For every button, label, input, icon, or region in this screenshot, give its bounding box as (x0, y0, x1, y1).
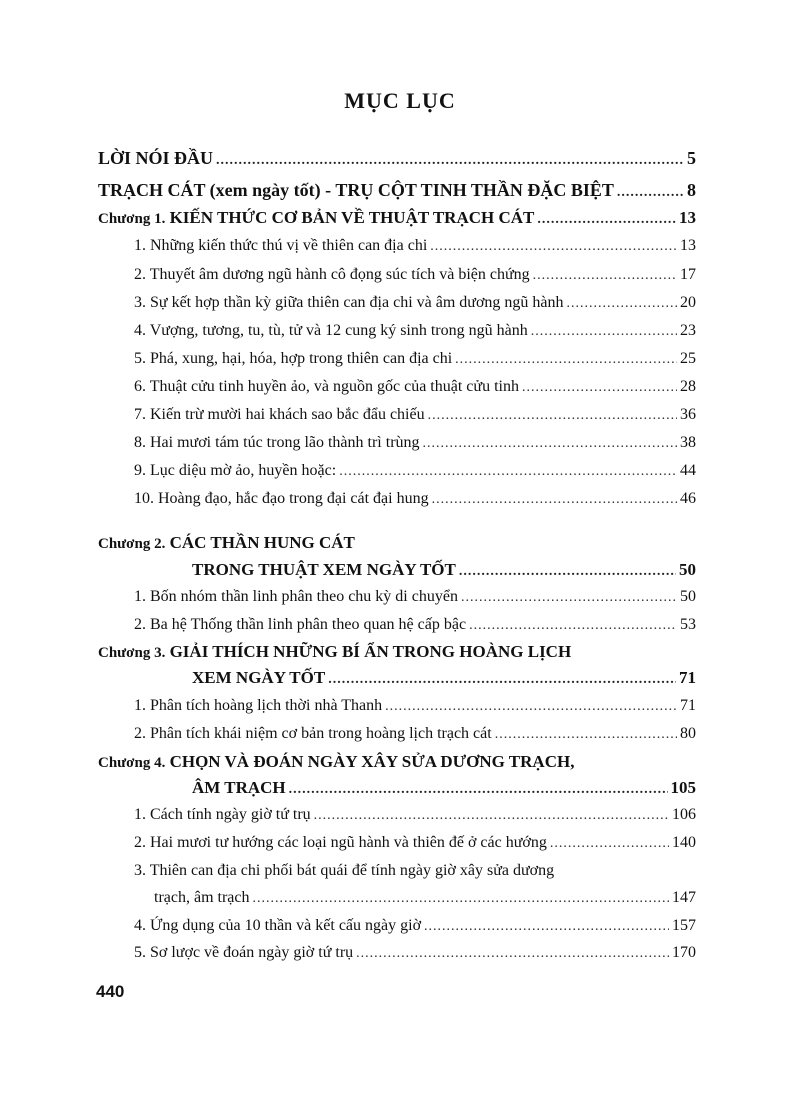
toc-entry[interactable] (134, 697, 696, 715)
toc-entry-text: GIẢI THÍCH NHỮNG BÍ ẨN TRONG HOÀNG LỊCH (169, 642, 572, 661)
toc-entry-continued[interactable] (154, 889, 696, 907)
dot-leader (469, 618, 677, 634)
toc-page-number: 80 (680, 725, 696, 742)
toc-entry-text: 3. Sự kết hợp thần kỳ giữa thiên can địa chi và âm dương ngũ hành (134, 294, 564, 311)
toc-entry-text: LỜI NÓI ĐẦU (98, 148, 214, 168)
toc-page-number: 46 (680, 490, 696, 507)
toc-entry[interactable] (134, 588, 696, 606)
toc-chapter-1[interactable] (98, 208, 696, 228)
dot-leader (428, 408, 677, 424)
toc-entry-text: 5. Phá, xung, hại, hóa, hợp trong thiên can địa chi (134, 350, 453, 367)
dot-leader (356, 946, 669, 962)
toc-entry-text: 1. Những kiến thức thú vị về thiên can địa chi (134, 237, 428, 254)
dot-leader (495, 727, 677, 743)
toc-page-number: 44 (680, 462, 696, 479)
dot-leader (459, 564, 676, 580)
toc-page-number: 28 (680, 378, 696, 395)
toc-entry-text: TRẠCH CÁT (xem ngày tốt) - TRỤ CỘT TINH THẦN ĐẶC BIỆT (98, 180, 614, 200)
toc-entry-text: 4. Vượng, tương, tu, tù, tử và 12 cung ký sinh trong ngũ hành (134, 322, 528, 339)
toc-page-number: 50 (680, 588, 696, 605)
toc-chapter-4[interactable] (98, 752, 574, 772)
toc-entry-text: 4. Ứng dụng của 10 thần và kết cấu ngày giờ (134, 917, 422, 934)
dot-leader (216, 153, 684, 169)
toc-entry[interactable] (134, 237, 696, 255)
dot-leader (328, 672, 676, 688)
toc-entry-trach-cat[interactable] (98, 180, 696, 201)
page-title: MỤC LỤC (344, 88, 456, 113)
toc-page-number: 13 (680, 237, 696, 254)
toc-entry[interactable] (134, 266, 696, 284)
toc-entry-text: 2. Phân tích khái niệm cơ bản trong hoàng lịch trạch cát (134, 725, 492, 742)
toc-entry[interactable] (134, 862, 554, 880)
toc-page-number: 71 (680, 697, 696, 714)
dot-leader (550, 836, 669, 852)
toc-page-number: 13 (679, 208, 696, 227)
toc-chapter-2-continued[interactable] (192, 560, 696, 580)
toc-entry-text: 1. Cách tính ngày giờ tứ trụ (134, 806, 311, 823)
toc-entry-text: 9. Lục diệu mờ ảo, huyền hoặc: (134, 462, 337, 479)
toc-entry[interactable] (134, 434, 696, 452)
toc-page-number: 20 (680, 294, 696, 311)
toc-entry[interactable] (134, 322, 696, 340)
toc-page-number: 23 (680, 322, 696, 339)
toc-entry[interactable] (134, 350, 696, 368)
dot-leader (432, 492, 677, 508)
toc-entry-text: 1. Phân tích hoàng lịch thời nhà Thanh (134, 697, 383, 714)
toc-chapter-3[interactable] (98, 642, 571, 662)
dot-leader (423, 436, 677, 452)
toc-entry[interactable] (134, 616, 696, 634)
toc-page-number: 170 (672, 944, 696, 961)
dot-leader (461, 590, 677, 606)
dot-leader (537, 212, 676, 228)
toc-page-number: 36 (680, 406, 696, 423)
toc-entry-text: 1. Bốn nhóm thần linh phân theo chu kỳ di chuyển (134, 588, 458, 605)
toc-entry-text: 2. Thuyết âm dương ngũ hành cô đọng súc tích và biện chứng (134, 266, 530, 283)
toc-entry-text: 2. Hai mươi tư hướng các loại ngũ hành và thiên đế ở các hướng (134, 834, 547, 851)
dot-leader (424, 919, 669, 935)
toc-entry[interactable] (134, 294, 696, 312)
toc-entry-text: 8. Hai mươi tám túc trong lão thành trì trùng (134, 434, 420, 451)
toc-entry[interactable] (134, 806, 696, 824)
toc-page-number: 38 (680, 434, 696, 451)
chapter-label: Chương 3. (98, 645, 166, 661)
toc-entry-text: 2. Ba hệ Thống thần linh phân theo quan hệ cấp bậc (134, 616, 467, 633)
toc-entry[interactable] (134, 917, 696, 935)
toc-entry-text: CHỌN VÀ ĐOÁN NGÀY XÂY SỬA DƯƠNG TRẠCH, (169, 752, 575, 771)
dot-leader (430, 239, 677, 255)
toc-chapter-4-continued[interactable] (192, 778, 696, 798)
toc-page-number: 157 (672, 917, 696, 934)
dot-leader (314, 808, 669, 824)
chapter-label: Chương 1. (98, 211, 166, 227)
page-number: 440 (96, 982, 125, 1001)
toc-page-number: 5 (687, 148, 696, 168)
toc-entry[interactable] (134, 834, 696, 852)
dot-leader (385, 699, 677, 715)
chapter-label: Chương 2. (98, 536, 166, 552)
dot-leader (531, 324, 677, 340)
toc-page-number: 25 (680, 350, 696, 367)
dot-leader (339, 464, 677, 480)
toc-page-number: 53 (680, 616, 696, 633)
toc-entry-text: 10. Hoàng đạo, hắc đạo trong đại cát đại hung (134, 490, 429, 507)
toc-entry-text: KIẾN THỨC CƠ BẢN VỀ THUẬT TRẠCH CÁT (169, 208, 535, 227)
toc-entry[interactable] (134, 406, 696, 424)
toc-entry-text: TRONG THUẬT XEM NGÀY TỐT (192, 560, 456, 579)
toc-entry-text: CÁC THẦN HUNG CÁT (169, 533, 355, 552)
toc-chapter-3-continued[interactable] (192, 668, 696, 688)
dot-leader (617, 185, 684, 201)
toc-entry-text: 7. Kiến trừ mười hai khách sao bắc đẩu chiếu (134, 406, 425, 423)
toc-page-number: 8 (687, 180, 696, 200)
dot-leader (522, 380, 677, 396)
dot-leader (567, 296, 677, 312)
toc-entry[interactable] (134, 378, 696, 396)
chapter-label: Chương 4. (98, 755, 166, 771)
toc-entry[interactable] (134, 490, 696, 508)
toc-entry-text: 5. Sơ lược về đoán ngày giờ tứ trụ (134, 944, 354, 961)
toc-entry[interactable] (134, 944, 696, 962)
dot-leader (289, 782, 668, 798)
toc-page-number: 71 (679, 668, 696, 687)
toc-page-number: 140 (672, 834, 696, 851)
toc-page-number: 17 (680, 266, 696, 283)
toc-chapter-2[interactable] (98, 533, 355, 553)
dot-leader (455, 352, 677, 368)
dot-leader (253, 891, 670, 907)
toc-entry[interactable] (134, 462, 696, 480)
toc-entry-text: 3. Thiên can địa chi phối bát quái để tính ngày giờ xây sửa dương (134, 862, 555, 879)
toc-entry-text: XEM NGÀY TỐT (192, 668, 326, 687)
toc-entry[interactable] (134, 725, 696, 743)
toc-entry-text: ÂM TRẠCH (192, 778, 286, 797)
toc-entry-preface[interactable] (98, 148, 696, 169)
toc-page-number: 105 (670, 778, 696, 797)
toc-entry-text: trạch, âm trạch (154, 889, 250, 906)
toc-page-number: 147 (672, 889, 696, 906)
toc-entry-text: 6. Thuật cửu tinh huyền ảo, và nguồn gốc của thuật cửu tinh (134, 378, 519, 395)
dot-leader (533, 268, 677, 284)
toc-page-number: 50 (679, 560, 696, 579)
toc-page-number: 106 (672, 806, 696, 823)
